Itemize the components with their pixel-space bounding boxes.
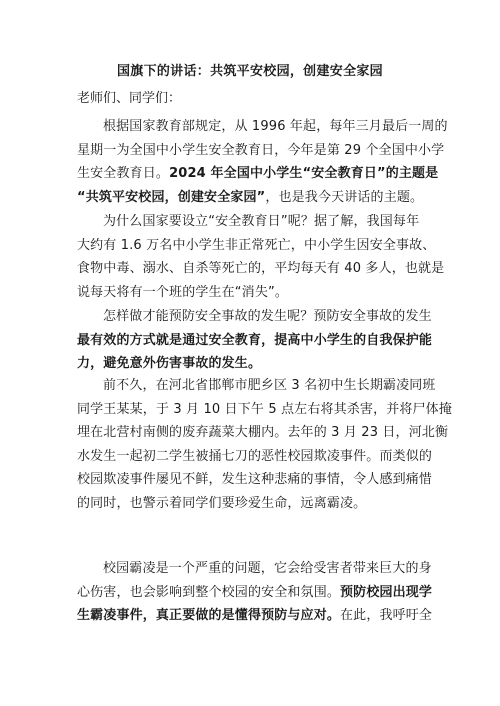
- text-line: [77, 210, 427, 234]
- text-line: [77, 281, 427, 305]
- emphasized-text: 生霸凌事件，真正要做的是懂得预防与应对。: [77, 608, 341, 623]
- text-line: [77, 468, 433, 492]
- body-text: 前不久，在河北省邯郸市肥乡区 3 名初中生长期霸凌同班: [103, 378, 436, 393]
- emphasized-text: 预防校园出现学: [340, 584, 433, 600]
- paragraph-bullying-incident: [77, 374, 452, 515]
- text-line: [77, 445, 433, 469]
- text-line: [77, 352, 427, 376]
- text-line: [77, 581, 433, 605]
- paragraph-bullying-problem: [77, 557, 433, 628]
- text-line: [77, 139, 445, 163]
- body-text: 同学王某某，于 3 月 10 日下午 5 点左右将其杀害，并将尸体掩: [77, 401, 452, 417]
- emphasized-text: 最有效的方式就是通过安全教育，提高中小学生的自我保护能: [77, 332, 433, 348]
- body-text: 生安全教育日。: [77, 166, 170, 181]
- body-text: ，也是我今天讲话的主题。: [265, 189, 424, 205]
- speech-title: 国旗下的讲话：共筑平安校园，创建安全家园: [116, 64, 383, 79]
- emphasized-text: 2024 年全国中小学生“安全教育日”的主题是: [169, 166, 439, 181]
- paragraph-why-safety-day: [77, 210, 445, 304]
- body-text: 大约有 1.6 万名中小学生非正常死亡，中小学生因安全事故、: [77, 237, 436, 253]
- speech-greeting: 老师们、同学们：: [77, 91, 182, 106]
- body-text: 说每天将有一个班的学生在“消失”。: [77, 284, 289, 300]
- text-line: [77, 115, 448, 139]
- body-text: 根据国家教育部规定，从 1996 年起，每年三月最后一周的: [103, 119, 448, 134]
- text-line: [77, 604, 433, 628]
- body-text: 埋在北营村南侧的废弃蔬菜大棚内。去年的 3 月 23 日，河北衡: [77, 425, 449, 440]
- body-text: 水发生一起初二学生被捅七刀的恶性校园欺凌事件。而类似的: [77, 448, 433, 464]
- body-text: 校园霸凌是一个严重的问题，它会给受害者带来巨大的身: [103, 561, 432, 576]
- body-text: 校园欺凌事件屡见不鲜，发生这种悲痛的事情，令人感到痛惜: [77, 472, 433, 487]
- text-line: [77, 374, 436, 398]
- text-line: [77, 329, 433, 353]
- paragraph-prevention: [77, 305, 433, 376]
- text-line: [77, 305, 432, 329]
- body-text: 的同时，也警示着同学们要珍爱生命，远离霸凌。: [77, 495, 367, 511]
- text-line: [77, 557, 432, 581]
- body-text: 怎样做才能预防安全事故的发生呢？预防安全事故的发生: [103, 309, 432, 324]
- body-text: 为什么国家要设立“安全教育日”呢？据了解，我国每年: [103, 214, 420, 229]
- text-line: [77, 162, 439, 186]
- body-text: 星期一为全国中小学生安全教育日，今年是第 29 个全国中小学: [77, 142, 445, 158]
- body-text: 食物中毒、溺水、自杀等死亡的，平均每天有 40 多人，也就是: [77, 261, 445, 276]
- text-line: [77, 186, 427, 210]
- text-line: [77, 492, 427, 516]
- emphasized-text: “共筑平安校园，创建安全家园”: [77, 189, 266, 205]
- paragraph-safety-day: [77, 115, 448, 209]
- emphasized-text: 力，避免意外伤害事故的发生。: [77, 356, 262, 371]
- body-text: 在此，我呼吁全: [340, 608, 433, 623]
- text-line: [77, 421, 449, 445]
- body-text: 心伤害，也会影响到整个校园的安全和氛围。: [77, 584, 341, 600]
- text-line: [77, 257, 445, 281]
- text-line: [77, 234, 436, 258]
- text-line: [77, 398, 452, 422]
